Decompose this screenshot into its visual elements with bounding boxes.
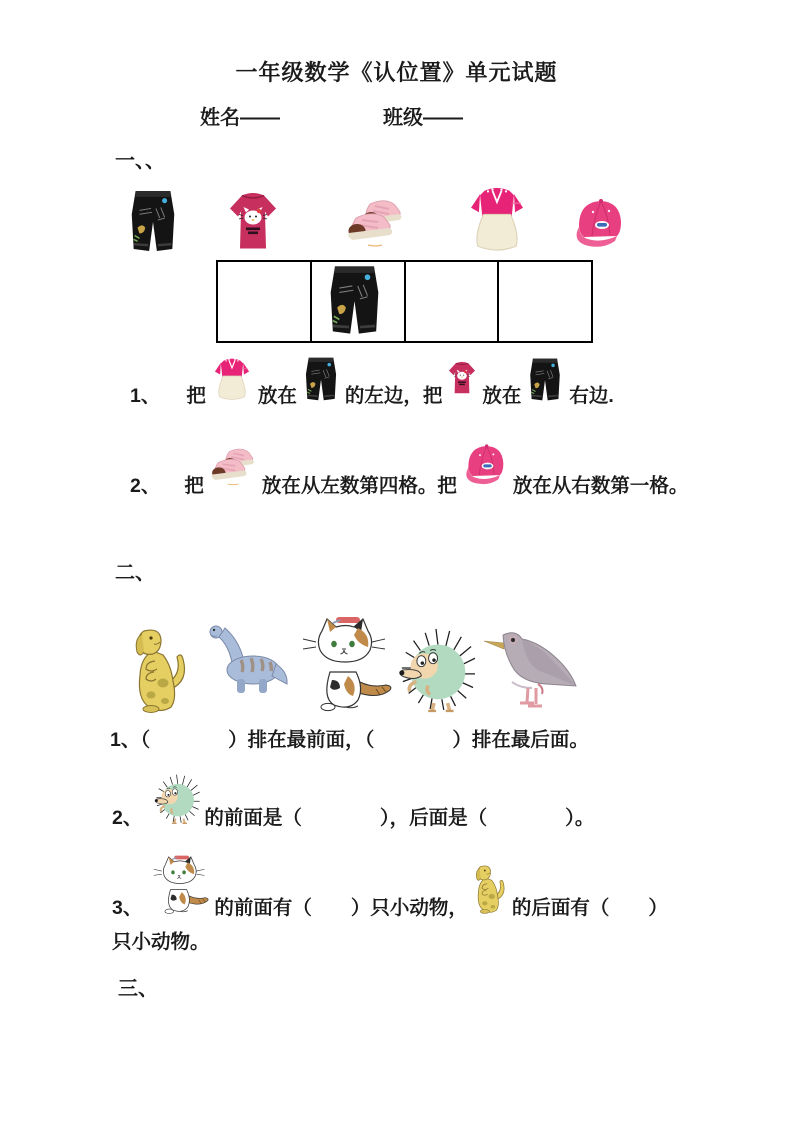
s2-q2-number: 2、 (112, 806, 143, 829)
section-two-question-3 (112, 852, 668, 920)
s2-q2-text: 的前面是（ ），后面是（ ）。 (204, 806, 595, 829)
q1-seg-fangzai1: 放在 (257, 384, 297, 407)
black-pants-small-image-1 (300, 355, 342, 403)
pink-cap-image (569, 189, 629, 255)
yellow-dog-image (127, 627, 193, 715)
grid-cell-1 (218, 262, 310, 341)
q2-seg-fourth: 放在从左数第四格。把 (261, 474, 457, 497)
q1-seg-fangzai2: 放在 (482, 384, 522, 407)
s2-q1-number: 1、 (110, 729, 141, 751)
pink-shoes-small-image (207, 445, 259, 489)
section-two-question-2 (112, 768, 594, 830)
s2-q3-number: 3、 (112, 896, 143, 919)
pink-dress-small-image (209, 355, 255, 403)
pink-dress-image (461, 184, 533, 254)
black-pants-in-grid-image (322, 260, 387, 340)
grey-bird-image (482, 626, 578, 712)
section-two-question-3-tail: 只小动物。 (112, 931, 210, 953)
q1-seg-left: 的左边，把 (344, 384, 443, 407)
page-title: 一年级数学《认位置》单元试题 (235, 60, 558, 85)
hello-kitty-shirt-small-image (445, 353, 479, 403)
pink-shoes-image (342, 196, 408, 251)
yellow-dog-small-image (471, 864, 509, 915)
black-pants-image (124, 186, 182, 256)
blue-dinosaur-image (203, 622, 289, 696)
section-three-heading: 三、 (118, 978, 158, 1000)
s2-q3-seg2: 的后面有（ ） (511, 896, 668, 919)
section-one-question-2 (130, 432, 688, 498)
black-pants-small-image-2 (524, 356, 566, 403)
q2-number: 2、 (130, 474, 161, 497)
s2-q1-text: （ ）排在最前面，（ ）排在最后面。 (140, 729, 589, 751)
class-blank-label: 班级—— (383, 107, 463, 129)
calico-cat-image (300, 616, 394, 713)
section-two-question-1 (110, 728, 589, 752)
grid-cell-4 (497, 262, 591, 341)
pink-cap-small-image (460, 436, 510, 491)
green-hedgehog-small-image (151, 770, 201, 825)
section-one-question-1 (130, 352, 614, 408)
q2-seg-ba: 把 (184, 474, 204, 497)
hello-kitty-shirt-image (223, 186, 283, 257)
name-blank-label: 姓名—— (200, 107, 280, 129)
q2-seg-first: 放在从右数第一格。 (512, 474, 689, 497)
q1-seg-ba1: 把 (186, 384, 206, 407)
section-two-heading: 二、 (115, 562, 155, 584)
green-hedgehog-image (395, 621, 475, 714)
grid-cell-3 (404, 262, 498, 341)
answer-grid (216, 260, 593, 343)
calico-cat-small-image (151, 855, 211, 915)
q1-number: 1、 (130, 384, 161, 407)
section-one-heading: 一、、 (115, 150, 165, 172)
s2-q3-seg1: 的前面有（ ）只小动物， (214, 896, 468, 919)
q1-seg-right: 右边. (569, 384, 614, 407)
